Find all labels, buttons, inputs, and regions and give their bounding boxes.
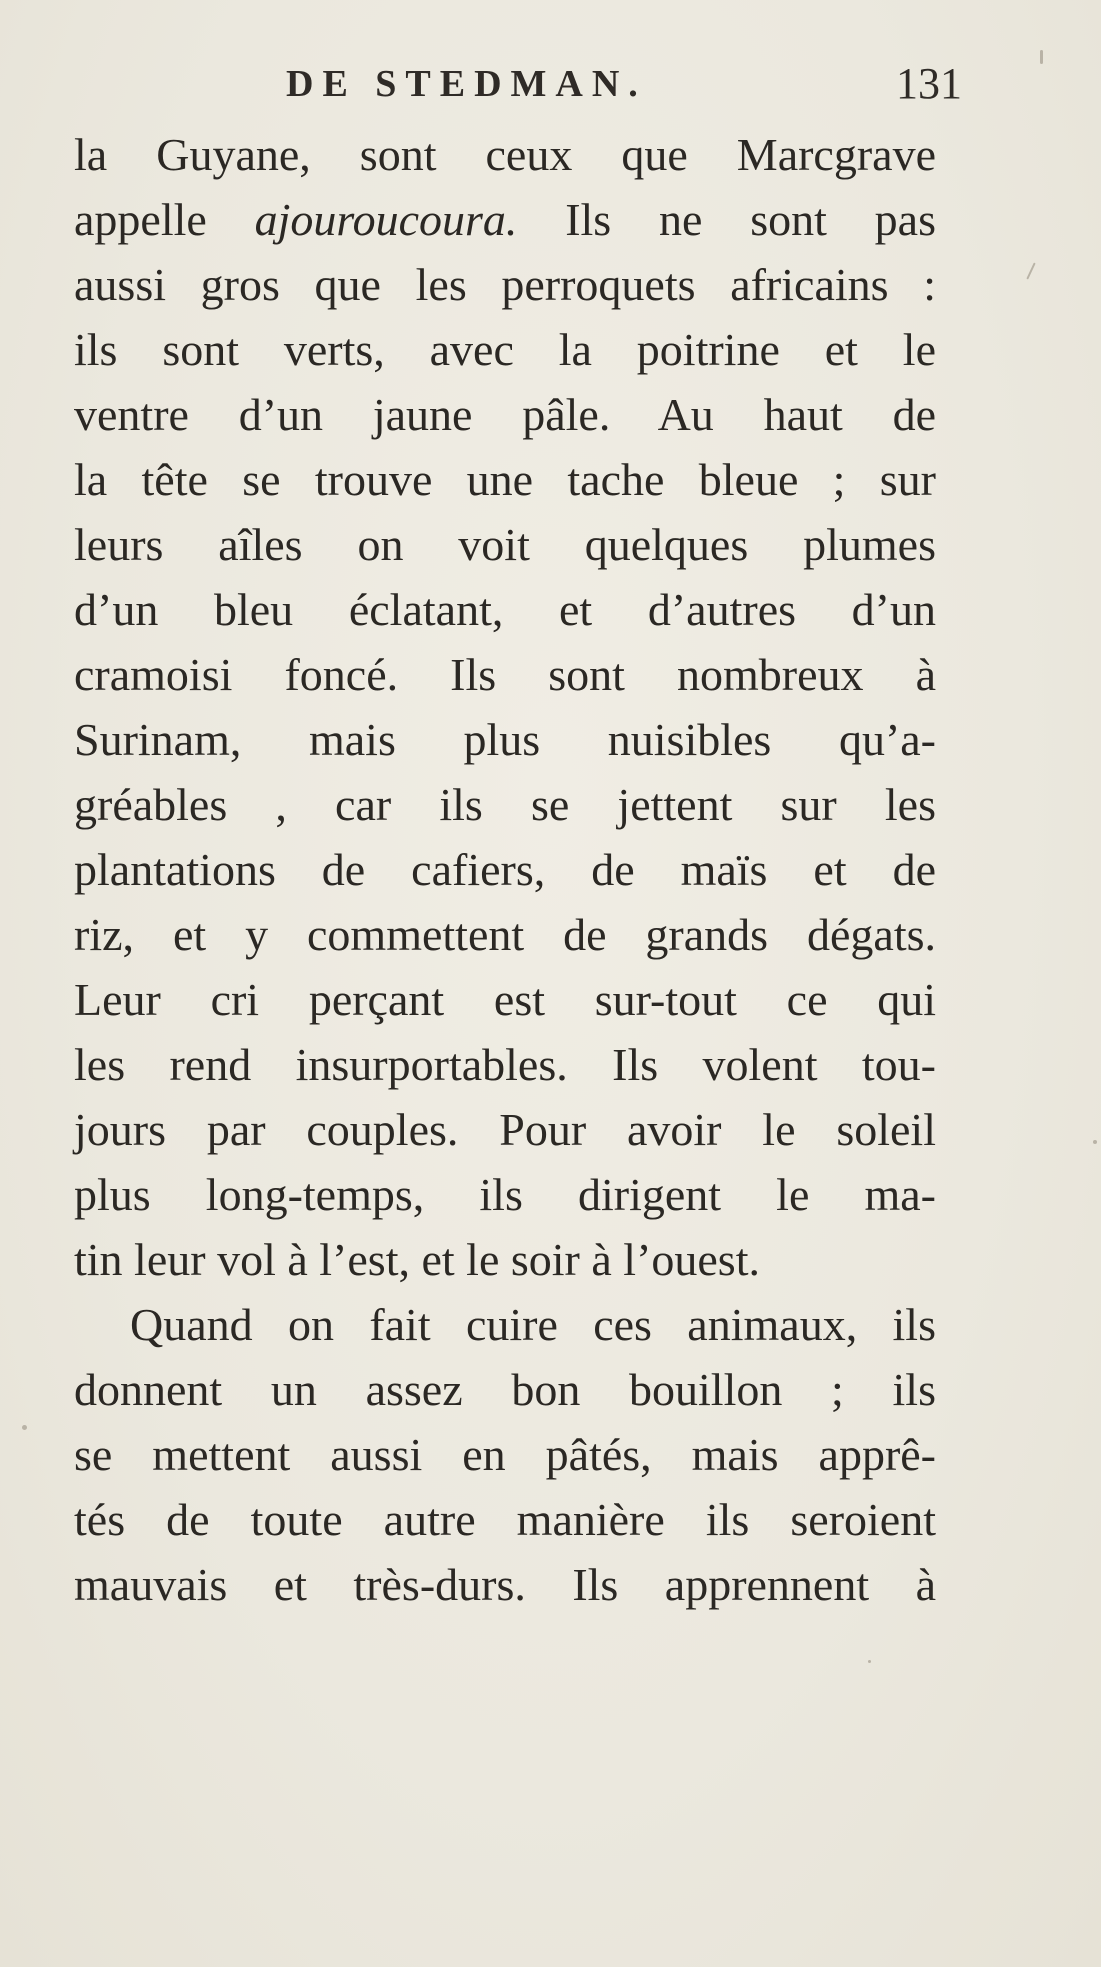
- italic-term: ajouroucoura.: [254, 194, 518, 245]
- paper-speck: [868, 1660, 871, 1663]
- text-line: plantations de cafiers, de maïs et de: [74, 844, 936, 895]
- running-head: [286, 59, 962, 122]
- text-line: plus long-temps, ils dirigent le ma-: [74, 1169, 936, 1220]
- text-line: leurs aîles on voit quelques plumes: [74, 519, 936, 570]
- text-line: Surinam, mais plus nuisibles qu’a-: [74, 714, 936, 765]
- paper-speck: [22, 1425, 27, 1430]
- text-line: d’un bleu éclatant, et d’autres d’un: [74, 584, 936, 635]
- text-line-end: Ils ne sont pas: [517, 194, 936, 245]
- text-line: [74, 187, 936, 252]
- text-line: mauvais et très-durs. Ils apprennent à: [74, 1559, 936, 1610]
- text-line: tin leur vol à l’est, et le soir à l’ouest.: [74, 1234, 760, 1285]
- paper-speck: [1026, 262, 1035, 279]
- text-line: la tête se trouve une tache bleue ; sur: [74, 454, 936, 505]
- paper-speck: [1040, 50, 1043, 64]
- text-line: jours par couples. Pour avoir le soleil: [74, 1104, 936, 1155]
- running-title: DE STEDMAN.: [286, 63, 647, 105]
- text-line: cramoisi foncé. Ils sont nombreux à: [74, 649, 936, 700]
- text-line: donnent un assez bon bouillon ; ils: [74, 1364, 936, 1415]
- text-line: gréables , car ils se jettent sur les: [74, 779, 936, 830]
- text-line: Leur cri perçant est sur-tout ce qui: [74, 974, 936, 1025]
- text-line: se mettent aussi en pâtés, mais apprê-: [74, 1429, 936, 1480]
- text-line: Quand on fait cuire ces animaux, ils: [130, 1299, 936, 1350]
- text-line: les rend insurportables. Ils volent tou-: [74, 1039, 936, 1090]
- text-line: ventre d’un jaune pâle. Au haut de: [74, 389, 936, 440]
- paper-speck: [1093, 1140, 1097, 1144]
- body-text: [74, 122, 936, 1617]
- text-line: ils sont verts, avec la poitrine et le: [74, 324, 936, 375]
- page-number: 131: [896, 59, 962, 108]
- text-line: aussi gros que les perroquets africains :: [74, 259, 936, 310]
- text-line: riz, et y commettent de grands dégats.: [74, 909, 936, 960]
- text-line: la Guyane, sont ceux que Marcgrave: [74, 129, 936, 180]
- text-line-start: appelle: [74, 194, 255, 245]
- text-line: tés de toute autre manière ils seroient: [74, 1494, 936, 1545]
